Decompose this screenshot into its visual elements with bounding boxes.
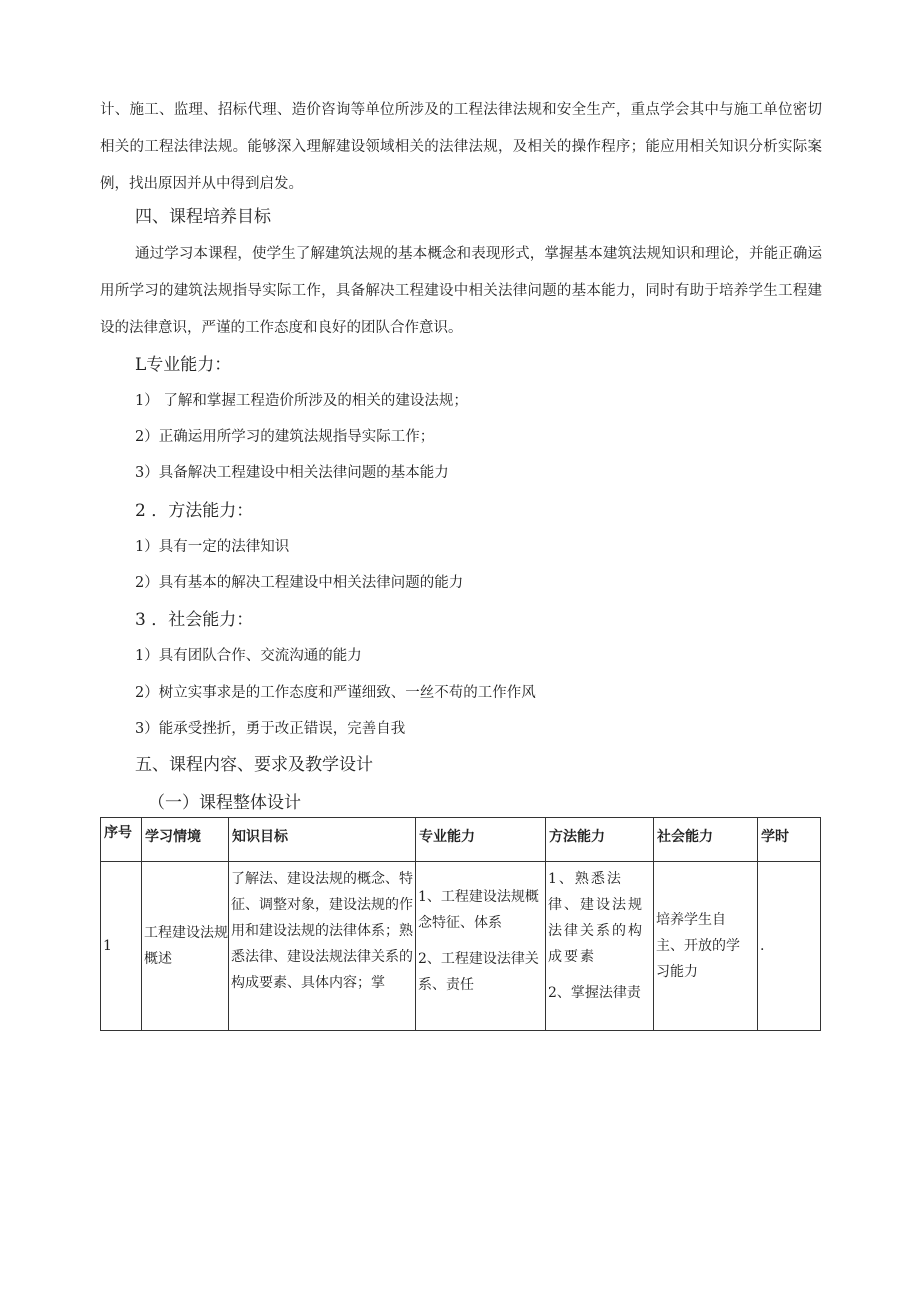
professional-ability-cell: 1、工程建设法规概念特征、体系 2、工程建设法律关系、责任 bbox=[416, 862, 546, 1031]
knowledge-goal-cell: 了解法、建设法规的概念、特征、调整对象，建设法规的作用和建设法规的法律体系；熟悉法律、建设法规法律关系的构成要素、具体内容；掌 bbox=[229, 862, 416, 1031]
row-number-cell: 1 bbox=[101, 862, 142, 1031]
professional-ability-item: 1） 了解和掌握工程造价所涉及的相关的建设法规； bbox=[135, 393, 468, 409]
section-4-heading: 四、课程培养目标 bbox=[135, 207, 271, 227]
social-ability-heading: 3 ．社会能力： bbox=[135, 610, 254, 630]
social-ability-item: 1）具有团队合作、交流沟通的能力 bbox=[135, 648, 362, 664]
professional-ability-heading: L专业能力： bbox=[135, 355, 232, 375]
social-ability-item: 3）能承受挫折，勇于改正错误，完善自我 bbox=[135, 721, 406, 737]
social-ability-cell: 培养学生自主、开放的学习能力 bbox=[654, 862, 758, 1031]
subsection-1-heading: （一）课程整体设计 bbox=[148, 793, 301, 813]
learning-situation-cell: 工程建设法规概述 bbox=[142, 862, 229, 1031]
method-ability-cell: 1、熟悉法律、建设法规法律关系的构成要素 2、掌握法律责 bbox=[546, 862, 654, 1031]
header-cell: 社会能力 bbox=[654, 818, 758, 862]
method-ability-heading: 2 ．方法能力： bbox=[135, 501, 254, 521]
intro-paragraph: 计、施工、监理、招标代理、造价咨询等单位所涉及的工程法律法规和安全生产，重点学会其中与施工单位密切相关的工程法律法规。能够深入理解建设领域相关的法律法规，及相关的操作程序；能应用相关知识分析实际案例，找出原因并从中得到启发。 bbox=[100, 102, 822, 192]
header-cell: 方法能力 bbox=[546, 818, 654, 862]
social-ability-item: 2）树立实事求是的工作态度和严谨细致、一丝不苟的工作作风 bbox=[135, 685, 536, 701]
table-row bbox=[101, 862, 821, 1031]
method-ability-item: 2）具有基本的解决工程建设中相关法律问题的能力 bbox=[135, 575, 464, 591]
table-header-row bbox=[101, 818, 821, 862]
course-design-table bbox=[100, 817, 821, 1031]
professional-ability-item: 2）正确运用所学习的建筑法规指导实际工作； bbox=[135, 429, 435, 445]
header-cell: 专业能力 bbox=[416, 818, 546, 862]
section-4-paragraph: 通过学习本课程，使学生了解建筑法规的基本概念和表现形式，掌握基本建筑法规知识和理论，并能正确运用所学习的建筑法规指导实际工作，具备解决工程建设中相关法律问题的基本能力，同时有助于培养学生工程建设的法律意识，严谨的工作态度和良好的团队合作意识。 bbox=[100, 246, 822, 336]
method-ability-item: 1）具有一定的法律知识 bbox=[135, 539, 290, 555]
header-cell: 学时 bbox=[758, 818, 821, 862]
professional-ability-item: 3）具备解决工程建设中相关法律问题的基本能力 bbox=[135, 465, 449, 481]
header-cell: 序号 bbox=[101, 818, 142, 862]
section-5-heading: 五、课程内容、要求及教学设计 bbox=[135, 755, 373, 775]
header-cell: 学习情境 bbox=[142, 818, 229, 862]
header-cell: 知识目标 bbox=[229, 818, 416, 862]
hours-cell: . bbox=[758, 862, 821, 1031]
